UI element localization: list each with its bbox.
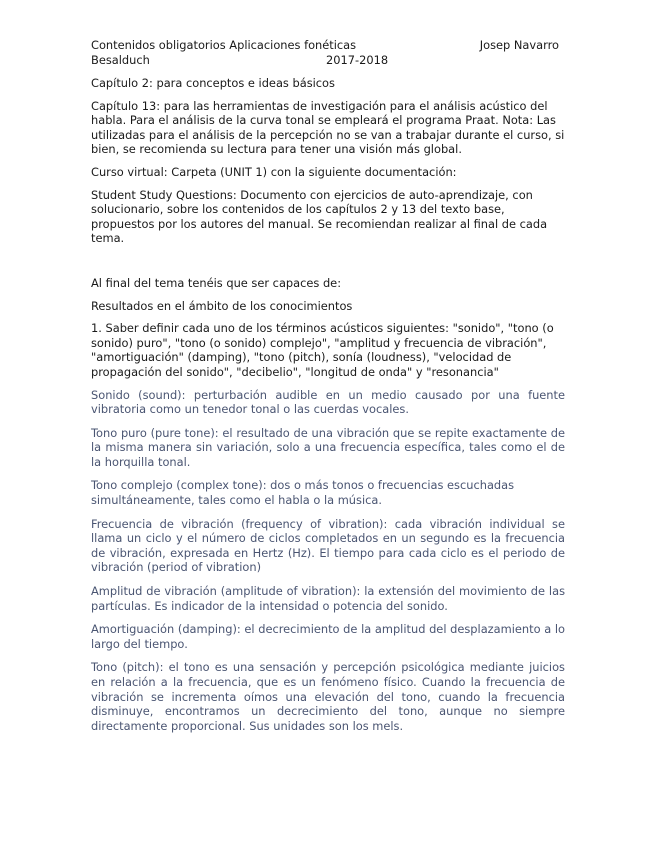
definition-tono-complejo: Tono complejo (complex tone): dos o más tonos o frecuencias escuchadas simultáneamente, tales como el habla o la música. — [91, 478, 515, 508]
objectives-item-1: 1. Saber definir cada uno de los términos acústicos siguientes: "sonido", "tono (o sonido) puro", "tono (o sonido) complejo", "amplitud y frecuencia de vibración", "amortiguación" (damping), "tono (pitch), sonía (loudness), "velocidad de propagación del sonido", "decibelio", "longitud de onda" y "resonancia" — [91, 321, 554, 379]
virtual-course-note: Curso virtual: Carpeta (UNIT 1) con la siguiente documentación: — [91, 164, 457, 179]
header-course: Contenidos obligatorios Aplicaciones fonéticas — [91, 38, 357, 52]
document-page — [91, 38, 565, 742]
definition-tono-pitch: Tono (pitch): el tono es una sensación y percepción psicológica mediante juicios en relación a la frecuencia, que es un fenómeno físico. Cuando la frecuencia de vibración se incrementa oímos una elevación del tono, cuando la frecuencia disminuye, encontramos un decrecimiento del tono, aunque no siempre directamente proporcional. Sus unidades son los mels. — [91, 660, 565, 733]
objectives-heading: Resultados en el ámbito de los conocimientos — [91, 298, 353, 313]
section-spacer — [91, 254, 565, 276]
study-questions-note: Student Study Questions: Documento con ejercicios de auto-aprendizaje, con solucionario, sobre los contenidos de los capítulos 2 y 13 del texto base, propuestos por los autores del manual. Se recomiendan realizar al final de cada tema. — [91, 187, 548, 246]
chapter-13-note: Capítulo 13: para las herramientas de investigación para el análisis acústico del habla. Para el análisis de la curva tonal se empleará el programa Praat. Nota: Las utilizadas para el análisis de la percepción no se van a trabajar durante el curso, si bien, se recomienda su lectura para tener una visión más global. — [91, 98, 565, 157]
header-author-last: Besalduch — [91, 52, 150, 67]
chapter-2-note: Capítulo 2: para conceptos e ideas básicos — [91, 76, 335, 90]
definition-sonido: Sonido (sound): perturbación audible en un medio causado por una fuente vibratoria como un tenedor tonal o las cuerdas vocales. — [91, 387, 565, 417]
header-year: 2017-2018 — [326, 52, 389, 67]
definition-amortiguacion: Amortiguación (damping): el decrecimiento de la amplitud del desplazamiento a lo largo del tiempo. — [91, 622, 565, 651]
header-author: Josep Navarro — [479, 38, 559, 52]
definition-tono-puro: Tono puro (pure tone): el resultado de una vibración que se repite exactamente de la misma manera sin variación, solo a una frecuencia específica, tales como el de la horquilla tonal. — [91, 425, 565, 469]
objectives-intro: Al final del tema tenéis que ser capaces de: — [91, 275, 342, 290]
definition-frecuencia: Frecuencia de vibración (frequency of vibration): cada vibración individual se llama un ciclo y el número de ciclos completados en un segundo es la frecuencia de vibración, expresada en Hertz (Hz). El tiempo para cada ciclo es el periodo de vibración (period of vibration) — [91, 516, 565, 575]
page-header — [91, 38, 565, 67]
definition-amplitud: Amplitud de vibración (amplitude of vibration): la extensión del movimiento de las partículas. Es indicador de la intensidad o potencia del sonido. — [91, 584, 565, 613]
